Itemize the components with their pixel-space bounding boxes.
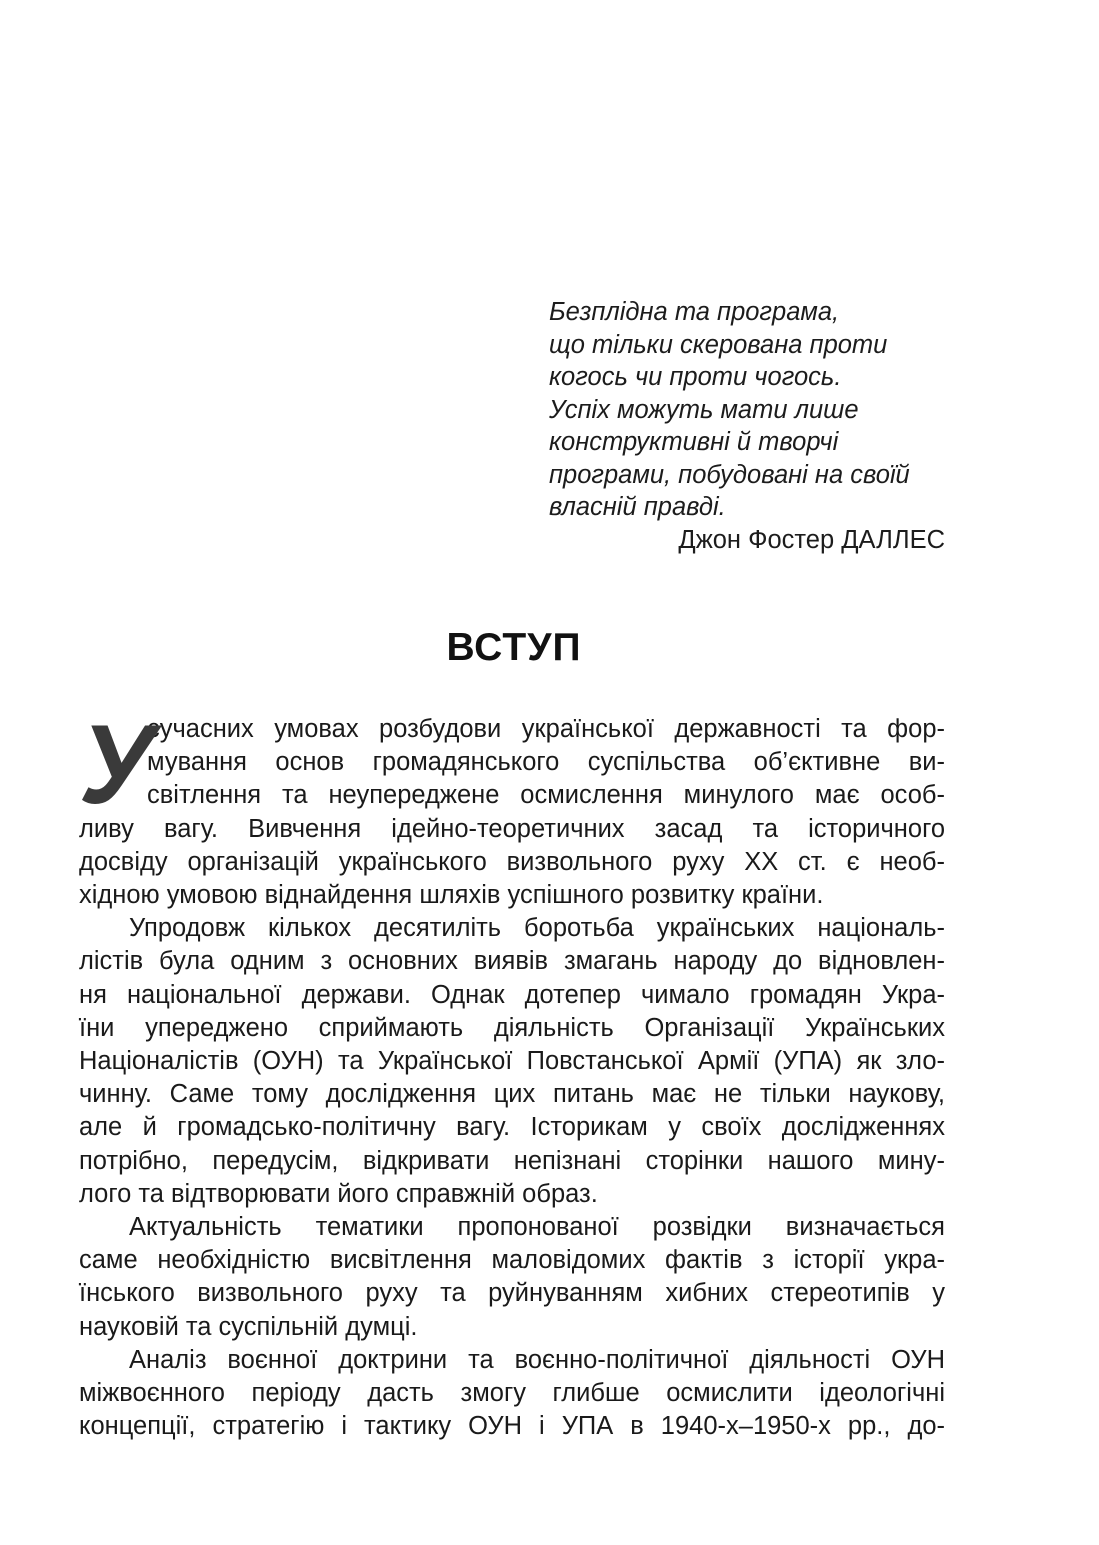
text-line: лістів була одним з основних виявів змагань народу до відновлен-: [79, 947, 945, 976]
text-line: Націоналістів (ОУН) та Української Повстанської Армії (УПА) як зло-: [79, 1047, 945, 1076]
paragraph-1: [79, 702, 945, 912]
epigraph: [549, 296, 1019, 556]
epigraph-line: Безплідна та програма,: [549, 298, 840, 326]
text-line: ливу вагу. Вивчення ідейно-теоретичних засад та історичного: [79, 814, 945, 843]
epigraph-line: власній правді.: [549, 493, 726, 521]
drop-cap: У: [79, 702, 155, 827]
epigraph-line: конструктивні й творчі: [549, 428, 839, 456]
epigraph-author: Джон Фостер ДАЛЛЕС: [678, 525, 945, 554]
text-line: Упродовж кількох десятиліть боротьба українських національ-: [129, 914, 945, 943]
text-line: Аналіз воєнної доктрини та воєнно-політичної діяльності ОУН: [129, 1345, 945, 1374]
text-line: їни упереджено сприймають діяльність Організації Українських: [79, 1013, 945, 1042]
text-line: їнського визвольного руху та руйнуванням хибних стереотипів у: [79, 1279, 945, 1308]
text-line: лого та відтворювати його справжній образ.: [79, 1179, 598, 1208]
epigraph-line: що тільки скерована проти: [549, 330, 888, 359]
body-text: [79, 702, 945, 1443]
epigraph-line: програми, побудовані на своїй: [549, 460, 910, 489]
paragraph-3: [79, 1211, 945, 1344]
text-line: світлення та неупереджене осмислення минулого має особ-: [147, 781, 945, 810]
text-line: потрібно, передусім, відкривати непізнані сторінки нашого мину-: [79, 1146, 945, 1175]
text-line: досвіду організацій українського визвольного руху ХХ ст. є необ-: [79, 847, 945, 876]
text-line: хідною умовою віднайдення шляхів успішного розвитку країни.: [79, 881, 824, 910]
text-line: науковій та суспільній думці.: [79, 1312, 418, 1341]
text-line: міжвоєнного періоду дасть змогу глибше осмислити ідеологічні: [79, 1379, 945, 1408]
text-line: чинну. Саме тому дослідження цих питань має не тільки наукову,: [79, 1080, 945, 1109]
text-line: мування основ громадянського суспільства об’єктивне ви-: [147, 748, 945, 777]
text-line: концепції, стратегію і тактику ОУН і УПА в 1940-х–1950-х рр., до-: [79, 1412, 945, 1441]
text-line: сучасних умовах розбудови української державності та фор-: [147, 715, 945, 743]
text-line: але й громадсько-політичну вагу. Історикам у своїх дослідженнях: [79, 1113, 945, 1142]
text-line: ня національної держави. Однак дотепер чимало громадян Укра-: [79, 980, 945, 1009]
paragraph-4: [79, 1344, 945, 1444]
paragraph-2: [79, 912, 945, 1211]
text-line: Актуальність тематики пропонованої розвідки визначається: [129, 1213, 945, 1242]
epigraph-line: когось чи проти чогось.: [549, 363, 842, 391]
epigraph-line: Успіх можуть мати лише: [549, 395, 859, 424]
section-heading: ВСТУП: [446, 626, 582, 669]
text-line: саме необхідністю висвітлення маловідомих фактів з історії укра-: [79, 1246, 945, 1275]
